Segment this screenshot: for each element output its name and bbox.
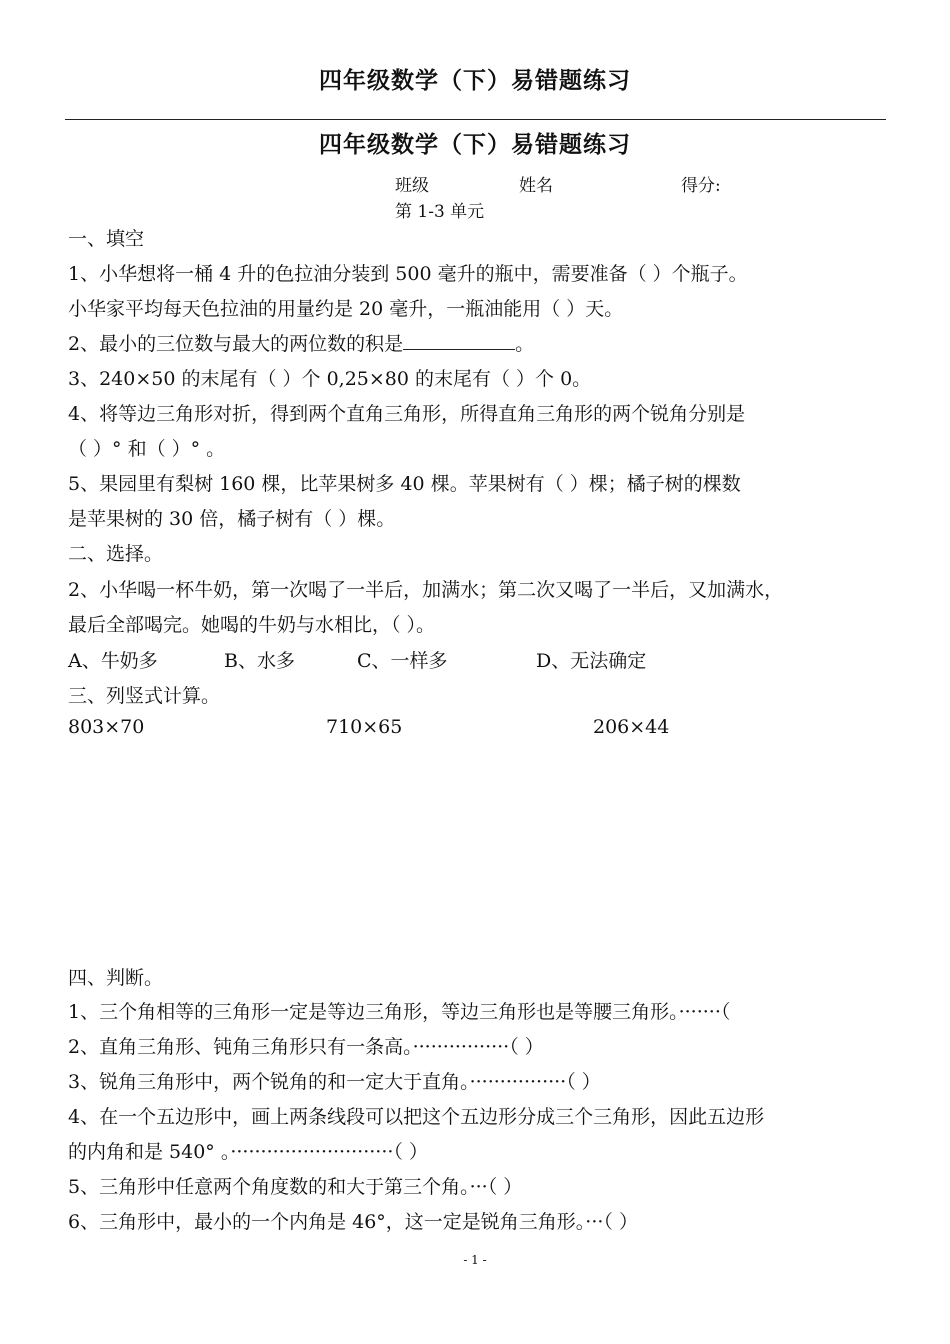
judge-q4-line2: 的内角和是 540° 。···························（ ） [68, 1141, 428, 1163]
choice-q2-line2: 最后全部喝完。她喝的牛奶与水相比，（ ）。 [68, 614, 436, 636]
fill-q5-line2: 是苹果树的 30 倍，橘子树有（ ）棵。 [68, 508, 396, 530]
judge-q3: 3、锐角三角形中，两个锐角的和一定大于直角。················（ ） [68, 1071, 601, 1093]
score-label: 得分: [681, 176, 721, 196]
fill-q2-text: 2、最小的三位数与最大的两位数的积是 [68, 333, 404, 355]
fill-q1-line2: 小华家平均每天色拉油的用量约是 20 毫升，一瓶油能用（ ）天。 [68, 298, 624, 320]
unit-label: 第 1-3 单元 [395, 202, 485, 222]
section-heading-judgement: 四、判断。 [68, 967, 164, 989]
answer-blank[interactable] [403, 329, 515, 350]
class-label: 班级 [395, 176, 429, 196]
fill-q4-line1: 4、将等边三角形对折，得到两个直角三角形，所得直角三角形的两个锐角分别是 [68, 403, 746, 425]
section-heading-choice: 二、选择。 [68, 543, 164, 565]
page-header-title: 四年级数学（下）易错题练习 [319, 68, 631, 94]
choice-option-d: D、无法确定 [536, 650, 647, 672]
calc-problem-1: 803×70 [68, 716, 145, 738]
choice-option-a: A、牛奶多 [68, 650, 158, 672]
choice-q2-line1: 2、小华喝一杯牛奶，第一次喝了一半后，加满水；第二次又喝了一半后，又加满水， [68, 579, 784, 601]
fill-q1-line1: 1、小华想将一桶 4 升的色拉油分装到 500 毫升的瓶中，需要准备（ ）个瓶子。 [68, 263, 748, 285]
name-label: 姓名 [519, 176, 553, 196]
section-heading-fill-in: 一、填空 [68, 228, 145, 250]
calc-problem-3: 206×44 [593, 716, 670, 738]
page-number: - 1 - [463, 1253, 487, 1267]
section-heading-calculation: 三、列竖式计算。 [68, 685, 221, 707]
judge-q1: 1、三个角相等的三角形一定是等边三角形，等边三角形也是等腰三角形。·······（ [68, 1001, 731, 1023]
calc-problem-2: 710×65 [326, 716, 403, 738]
judge-q4-line1: 4、在一个五边形中，画上两条线段可以把这个五边形分成三个三角形，因此五边形 [68, 1106, 765, 1128]
judge-q2: 2、直角三角形、钝角三角形只有一条高。················（ ） [68, 1036, 544, 1058]
fill-q3: 3、240×50 的末尾有（ ）个 0,25×80 的末尾有（ ）个 0。 [68, 368, 592, 390]
fill-q2-end: 。 [515, 333, 535, 355]
judge-q6: 6、三角形中，最小的一个内角是 46°，这一定是锐角三角形。···（ ） [68, 1211, 638, 1233]
choice-option-c: C、一样多 [357, 650, 448, 672]
fill-q4-line2: （ ）° 和（ ）° 。 [68, 438, 226, 460]
fill-q2 [68, 329, 534, 356]
document-title: 四年级数学（下）易错题练习 [319, 132, 631, 158]
judge-q5: 5、三角形中任意两个角度数的和大于第三个角。···（ ） [68, 1176, 523, 1198]
choice-option-b: B、水多 [224, 650, 295, 672]
header-divider [65, 119, 886, 120]
fill-q5-line1: 5、果园里有梨树 160 棵，比苹果树多 40 棵。苹果树有（ ）棵；橘子树的棵数 [68, 473, 741, 495]
